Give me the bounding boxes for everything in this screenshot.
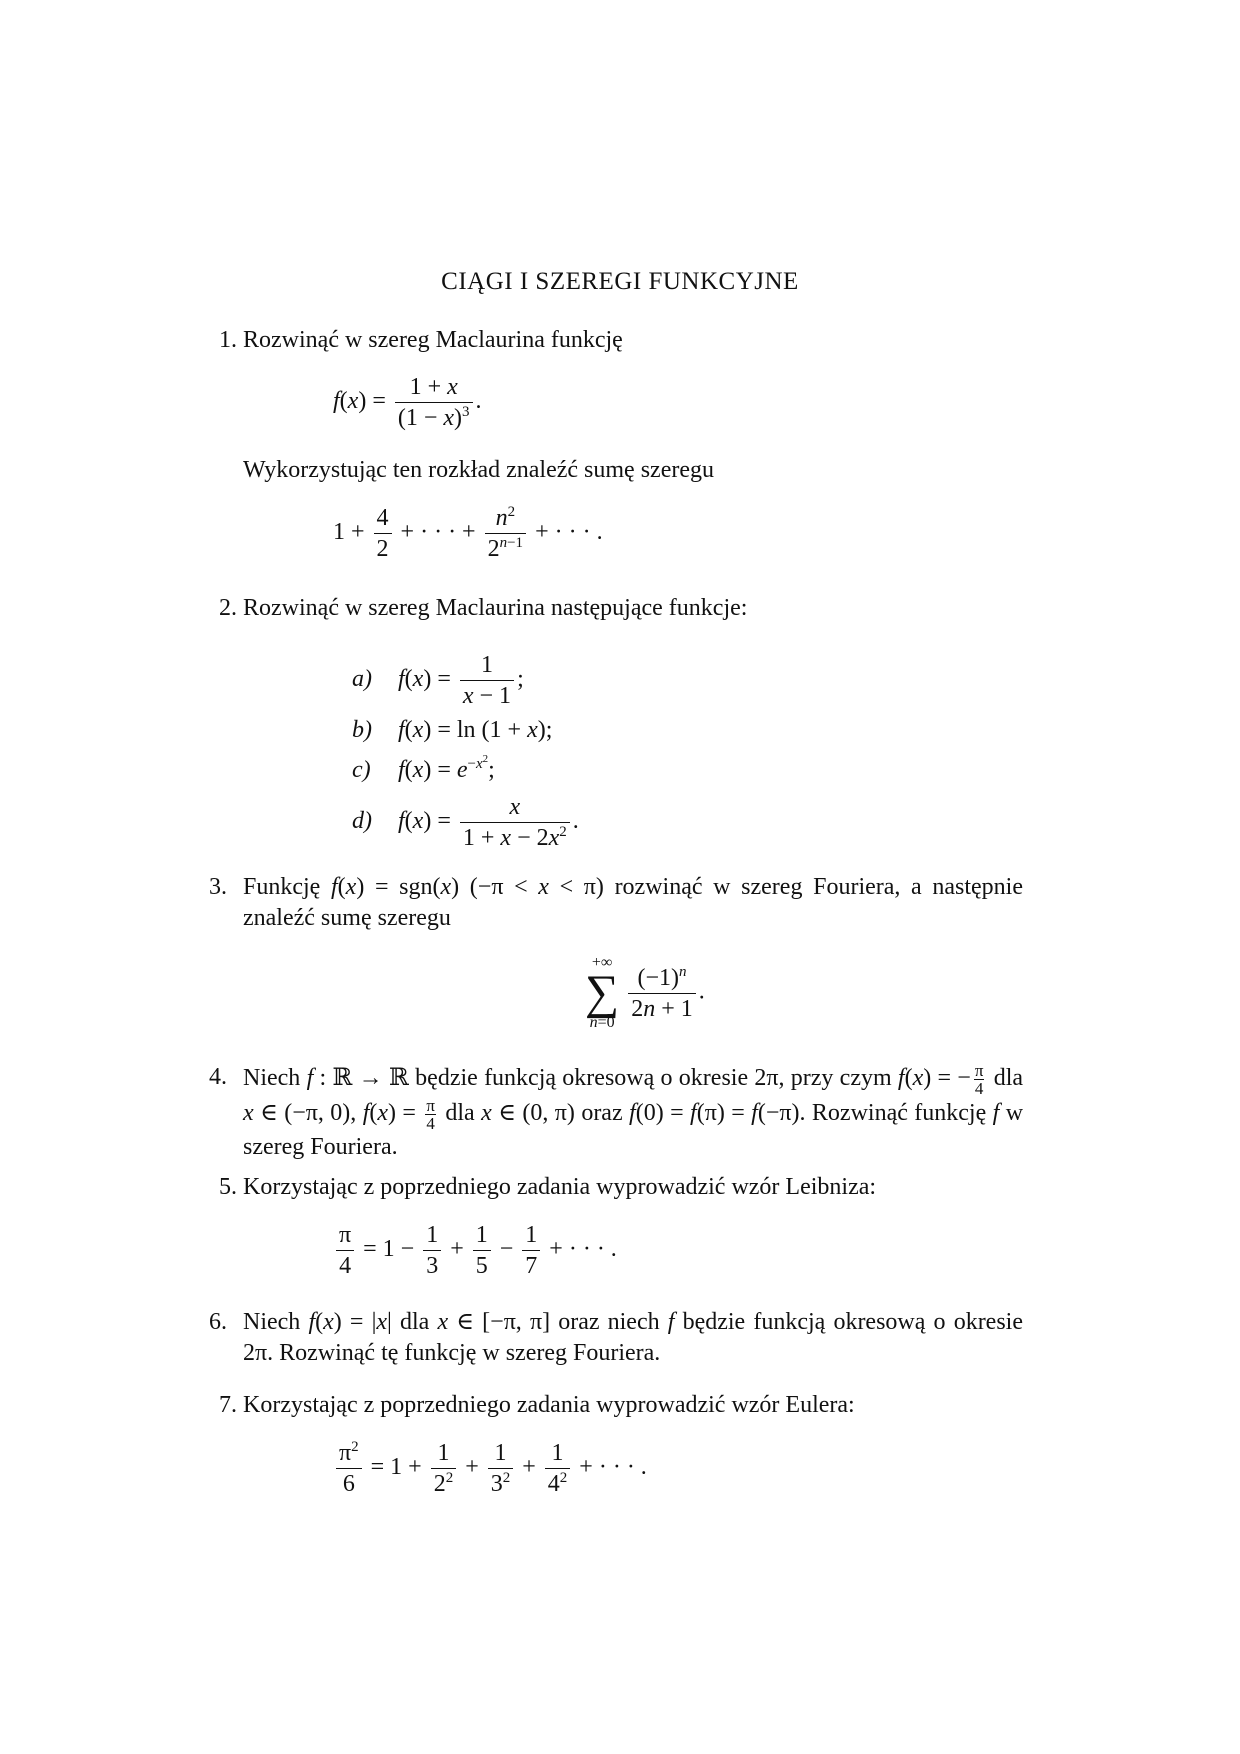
problem-number: 5.	[219, 1174, 237, 1200]
problem-text: Wykorzystując ten rozkład znaleźć sumę szeregu	[243, 457, 714, 483]
item-c: c) $f(x) = e^{-x^2}$;	[352, 753, 495, 783]
problem-text: Niech	[243, 1065, 301, 1092]
item-a: a) f(x) = $\frac{1}{x - 1}$ ;	[352, 651, 524, 709]
problem-number: 6.	[209, 1309, 227, 1335]
problem-text: Korzystając z poprzedniego zadania wyprowadzić wzór Eulera:	[243, 1392, 855, 1418]
problem-number: 1.	[219, 327, 237, 353]
problem-1	[219, 325, 1023, 356]
item-b: b) f(x) = ln (1 + x);	[352, 717, 553, 743]
formula-3-series: +∞ ∑ n=0 $\frac{(-1)^n}{2n + 1}$ .	[585, 954, 705, 1031]
problem-3: 3. Funkcję f(x) = sgn(x) (−π < x < π) rozwinąć w szereg Fouriera, a następnie znaleźć sumę szeregu	[209, 874, 1023, 931]
formula-2-list	[352, 648, 579, 852]
problem-text: rozwinąć w szereg Fouriera, a następnie znaleźć sumę szeregu	[243, 874, 1023, 931]
page-title: CIĄGI I SZEREGI FUNKCYJNE	[441, 268, 799, 295]
problem-1-continuation	[243, 455, 1023, 486]
problem-text: będzie funkcją okresową o okresie 2π, przy czym	[415, 1065, 892, 1092]
problem-text: Rozwinąć w szereg Maclaurina następujące funkcje:	[243, 595, 748, 621]
problem-number: 4.	[209, 1064, 227, 1090]
formula-7-euler: $\frac{\pi^2}{6}$ = 1 + $\frac{1}{2^2}$ + $\frac{1}{3^2}$ + $\frac{1}{4^2}$ + · · · .	[333, 1438, 647, 1499]
problem-text: Korzystając z poprzedniego zadania wyprowadzić wzór Leibniza:	[243, 1174, 877, 1200]
problem-number: 2.	[219, 595, 237, 621]
problem-text: Funkcję	[243, 874, 321, 900]
problem-2	[219, 593, 1023, 624]
problem-text: Rozwinąć w szereg Maclaurina funkcję	[243, 327, 623, 353]
item-d: d) f(x) = $\frac{x}{1 + x - 2x^2}$ .	[352, 793, 579, 851]
problem-4: 4. Niech f : ℝ → ℝ będzie funkcją okresową o okresie 2π, przy czym f(x) = − $\frac{\pi}{4}$ dla x ∈ (−π, 0), f(x) = $\frac{\pi}{4}$ dla x ∈ (0, π) oraz f(0) = f(π) = f(−π). Rozwinąć funkcję f w szereg Fouriera.	[209, 1061, 1024, 1160]
formula-1-function: f(x) = $\frac{1 + x}{(1 - x)^3}$ .	[333, 374, 482, 431]
formula-5-leibniz: $\frac{\pi}{4}$ = 1 − $\frac{1}{3}$ + $\frac{1}{5}$ − $\frac{1}{7}$ + · · · .	[333, 1220, 617, 1281]
formula-1-series: 1 + $\frac{4}{2}$ + · · · + $\frac{n^2}{2^{n-1}}$ + · · · .	[333, 504, 603, 562]
problem-number: 3.	[209, 874, 227, 900]
problem-number: 7.	[219, 1392, 237, 1418]
problem-6: 6. Niech f(x) = |x| dla x ∈ [−π, π] oraz niech f będzie funkcją okresową o okresie 2π. Rozwinąć tę funkcję w szereg Fouriera.	[209, 1309, 1023, 1366]
problem-7	[219, 1390, 1023, 1421]
problem-text: Niech	[243, 1309, 301, 1335]
problem-5	[219, 1172, 1023, 1203]
